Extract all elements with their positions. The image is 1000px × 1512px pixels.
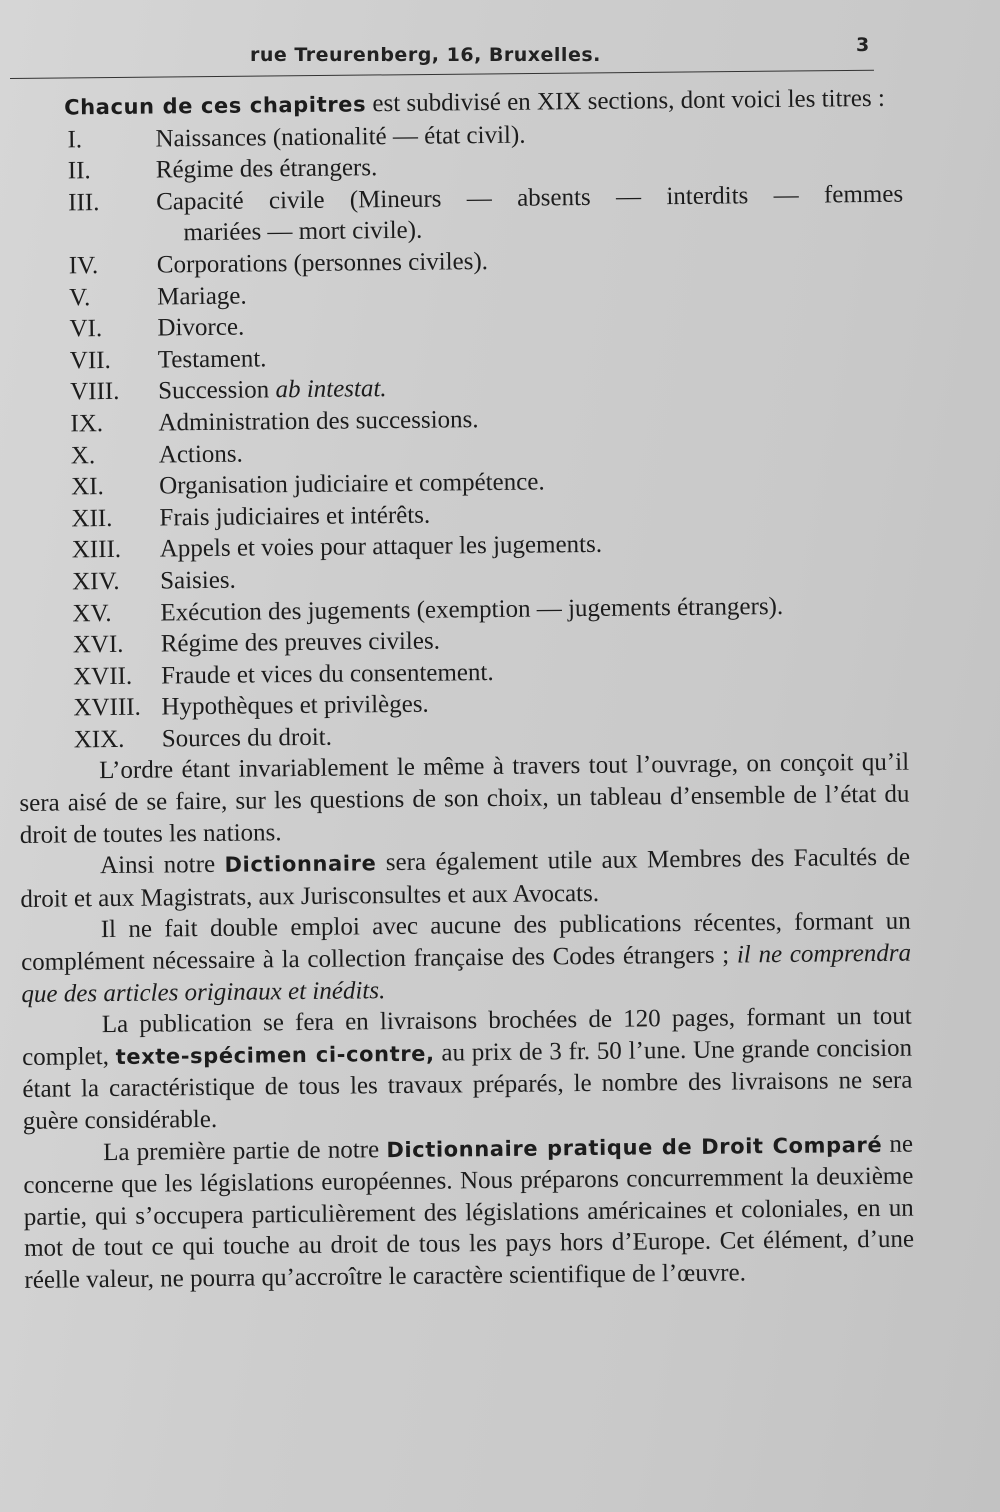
section-number: XIII. bbox=[71, 536, 122, 564]
section-title: Exécution des jugements (exemption — jugements étrangers). bbox=[160, 592, 784, 626]
paragraph-bold: Dictionnaire bbox=[224, 851, 377, 878]
section-number: XI. bbox=[70, 473, 104, 501]
section-title: Administration des successions. bbox=[158, 406, 479, 437]
running-header: rue Treurenberg, 16, Bruxelles. bbox=[250, 44, 601, 66]
section-number: X. bbox=[70, 441, 96, 469]
section-number: XV. bbox=[72, 599, 112, 627]
section-number: VIII. bbox=[70, 378, 120, 406]
intro-bold-lead: Chacun de ces chapitres bbox=[64, 92, 367, 120]
section-title: Frais judiciaires et intérêts. bbox=[159, 501, 431, 532]
section-number: VI. bbox=[69, 315, 103, 343]
section-title: Testament. bbox=[157, 345, 267, 374]
section-number: I. bbox=[67, 125, 83, 154]
page-number: 3 bbox=[856, 34, 870, 56]
paragraph-text: ne concerne que les législations européennes. Nous préparons concurremment la deuxième partie, qui s’occupera particulièrement des législations américaines et coloniales, en un mot de tout ce qui touche au droit de tous les pays hors d’Europe. Cet élément, d’une réelle valeur, ne pourra qu’accroître le caractère scientifique de l’œuvre. bbox=[23, 1130, 915, 1294]
section-title: Divorce. bbox=[157, 313, 245, 342]
section-title: Actions. bbox=[158, 440, 243, 469]
paragraph-order: L’ordre étant invariablement le même à travers tout l’ouvrage, on conçoit qu’il sera aisé de se faire, sur les questions de son choix, un tableau d’ensemble de l’état du droit de toutes les nations. bbox=[19, 749, 910, 849]
section-title: Naissances (nationalité — état civil). bbox=[155, 121, 526, 153]
page-body bbox=[12, 83, 915, 1297]
section-number: XVI. bbox=[72, 630, 124, 659]
section-number: III. bbox=[68, 188, 100, 217]
section-title: Mariage. bbox=[157, 282, 247, 311]
paragraph-text: La publication se fera en livraisons brochées de 120 pages, formant un tout complet, bbox=[21, 1002, 912, 1071]
section-list bbox=[12, 115, 909, 756]
paragraph-usefulness bbox=[20, 842, 911, 916]
paragraph-first-part bbox=[23, 1128, 915, 1296]
paragraph-complement bbox=[21, 906, 912, 1010]
paragraph-publication bbox=[22, 1001, 913, 1138]
section-number: XIV. bbox=[71, 567, 120, 596]
paragraph-text: Ainsi notre bbox=[99, 851, 225, 880]
section-number: IX. bbox=[70, 410, 104, 438]
section-number: XIX. bbox=[73, 725, 125, 754]
section-number: XVIII. bbox=[73, 693, 141, 722]
section-title: Organisation judiciaire et compétence. bbox=[158, 468, 545, 500]
intro-rest: est subdivisé en XIX sections, dont voici les titres : bbox=[366, 84, 885, 118]
section-number: XII. bbox=[71, 504, 113, 533]
section-title-italic: ab intestat. bbox=[275, 375, 387, 404]
paragraph-bold: texte-spécimen ci-contre, bbox=[115, 1041, 435, 1069]
section-number: II. bbox=[67, 157, 91, 185]
section-title-text: Succession bbox=[158, 376, 276, 405]
section-title: Fraude et vices du consentement. bbox=[160, 658, 494, 690]
section-title: Hypothèques et privilèges. bbox=[161, 690, 429, 721]
section-title: Sources du droit. bbox=[161, 723, 333, 753]
section-number: IV. bbox=[68, 252, 99, 280]
paragraph-text: au prix de 3 fr. 50 l’une. Une grande concision étant la caractéristique de tous les travaux préparés, le nombre des livraisons ne sera guère considérable. bbox=[22, 1034, 913, 1135]
header-rule bbox=[10, 70, 874, 79]
section-title-continuation: mariées — mort civile). bbox=[183, 217, 423, 247]
section-title: Appels et voies pour attaquer les jugements. bbox=[159, 531, 603, 563]
section-title: Saisies. bbox=[159, 566, 236, 595]
section-number: VII. bbox=[69, 346, 111, 375]
paragraph-text: sera également utile aux Membres des Facultés de droit et aux Magistrats, aux Jurisconsultes et aux Avocats. bbox=[20, 843, 911, 913]
paragraph-bold: Dictionnaire pratique de Droit Comparé bbox=[386, 1132, 883, 1162]
section-title: Capacité civile (Mineurs — absents — interdits — femmes bbox=[156, 180, 904, 216]
section-number: XVII. bbox=[72, 662, 133, 691]
section-title: Régime des étrangers. bbox=[155, 154, 378, 184]
section-title: Régime des preuves civiles. bbox=[160, 627, 441, 658]
paragraph-text: La première partie de notre bbox=[102, 1135, 387, 1166]
section-number: V. bbox=[69, 283, 91, 311]
paragraph-text: Il ne fait double emploi avec aucune des publications récentes, formant un complément nécessaire à la collection française des Codes étrangers ; bbox=[20, 908, 911, 976]
section-title: Corporations (personnes civiles). bbox=[156, 247, 489, 279]
paragraph-italic: il ne comprendra que des articles originaux et inédits. bbox=[21, 939, 912, 1008]
